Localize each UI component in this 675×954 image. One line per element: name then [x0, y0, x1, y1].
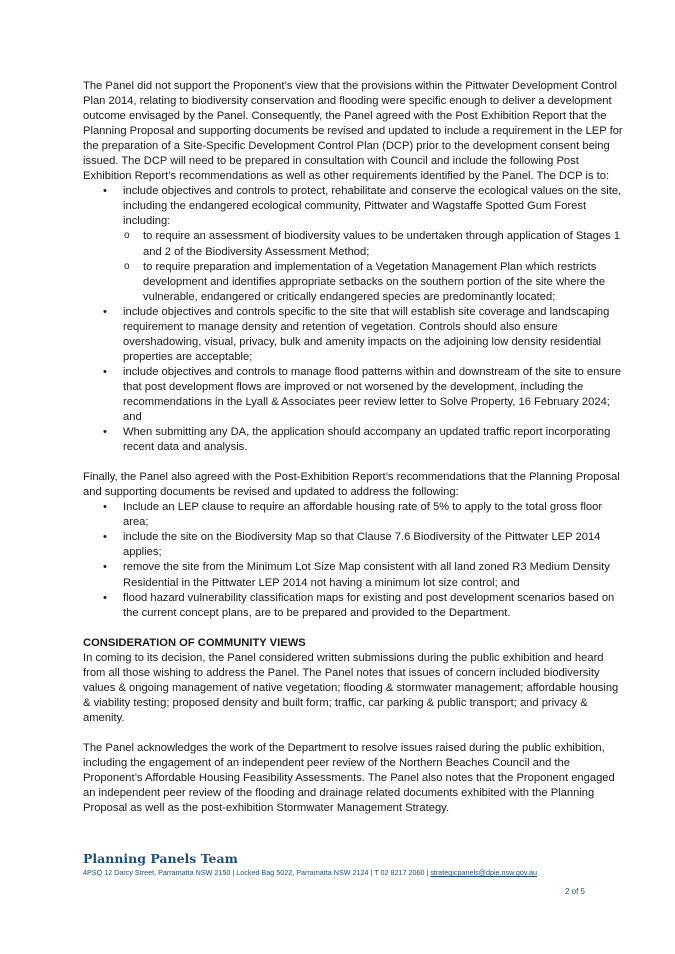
list-item: • When submitting any DA, the application should accompany an updated traffic report incorporating recent data and analysis. — [83, 425, 623, 455]
revision-list — [83, 500, 623, 620]
sub-list — [123, 229, 623, 304]
list-item: • include the site on the Biodiversity Map so that Clause 7.6 Biodiversity of the Pittwater LEP 2014 applies; — [83, 530, 623, 560]
list-item: • Include an LEP clause to require an affordable housing rate of 5% to apply to the total gross floor area; — [83, 500, 623, 530]
dcp-requirements-list — [83, 184, 623, 455]
footer-address — [83, 868, 623, 877]
page-number: 2 of 5 — [564, 887, 585, 896]
document-body — [83, 79, 623, 816]
acknowledgement-paragraph: The Panel acknowledges the work of the Department to resolve issues raised during the public exhibition, including the engagement of an independent peer review of the Northern Beaches Council and the Proponent’s Affordable Housing Feasibility Assessments. The Panel also notes that the Proponent engaged an independent peer review of the flooding and drainage related documents exhibited with the Planning Proposal as well as the post-exhibition Stormwater Management Strategy. — [83, 741, 615, 815]
finally-paragraph: Finally, the Panel also agreed with the Post-Exhibition Report’s recommendations that the Planning Proposal and supporting documents be revised and updated to address the following: — [83, 471, 620, 499]
community-views-paragraph: In coming to its decision, the Panel considered written submissions during the public exhibition and heard from all those wishing to address the Panel. The Panel notes that issues of concern included biodiversity values & ongoing management of native vegetation; flooding & stormwater management; affordable housing & viability testing; proposed density and built form; traffic, car parking & public transport; and privacy & amenity. — [83, 651, 619, 724]
footer-email-link[interactable]: strategicpanels@dpie.nsw.gov.au — [430, 868, 537, 877]
page-footer — [83, 851, 623, 877]
list-item: • remove the site from the Minimum Lot Size Map consistent with all land zoned R3 Medium Density Residential in the Pittwater LEP 2014 not having a minimum lot size control; and — [83, 560, 623, 590]
list-item: • flood hazard vulnerability classification maps for existing and post development scenarios based on the current concept plans, are to be prepared and provided to the Department. — [83, 591, 623, 621]
footer-address-text: 4PSQ 12 Darcy Street, Parramatta NSW 2150 | Locked Bag 5022, Parramatta NSW 2124 | T 02 8217 2060 | — [83, 868, 431, 877]
list-item-text: include objectives and controls to protect, rehabilitate and conserve the ecological values on the site, including the endangered ecological community, Pittwater and Wagstaffe Spotted Gum Forest including: — [123, 185, 622, 228]
list-item: • include objectives and controls to manage flood patterns within and downstream of the site to ensure that post development flows are improved or not worsened by the development, including the recommendations in the Lyall & Associates peer review letter to Solve Property, 16 February 2024; and — [83, 365, 623, 425]
footer-team-name: Planning Panels Team — [83, 851, 238, 866]
sub-list-item: o to require an assessment of biodiversity values to be undertaken through application of Stages 1 and 2 of the Biodiversity Assessment Method; — [123, 229, 623, 259]
intro-paragraph: The Panel did not support the Proponent’s view that the provisions within the Pittwater Development Control Plan 2014, relating to biodiversity conservation and flooding were specific enough to deliver a development outcome envisaged by the Panel. Consequently, the Panel agreed with the Post Exhibition Report that the Planning Proposal and supporting documents be revised and updated to include a requirement in the LEP for the preparation of a Site-Specific Development Control Plan (DCP) prior to the development consent being issued. The DCP will need to be prepared in consultation with Council and include the following Post Exhibition Report’s recommendations as well as other requirements identified by the Panel. The DCP is to: — [83, 80, 623, 183]
sub-list-item: o to require preparation and implementation of a Vegetation Management Plan which restricts development and identifies appropriate setbacks on the southern portion of the site where the vulnerable, endangered or critically endangered species are predominantly located; — [123, 260, 623, 305]
section-heading: CONSIDERATION OF COMMUNITY VIEWS — [83, 636, 306, 649]
list-item: • include objectives and controls specific to the site that will establish site coverage and landscaping requirement to manage density and retention of vegetation. Controls should also ensure overshadowing, visual, privacy, bulk and amenity impacts on the adjoining low density residential properties are acceptable; — [83, 305, 623, 365]
list-item — [83, 184, 623, 304]
